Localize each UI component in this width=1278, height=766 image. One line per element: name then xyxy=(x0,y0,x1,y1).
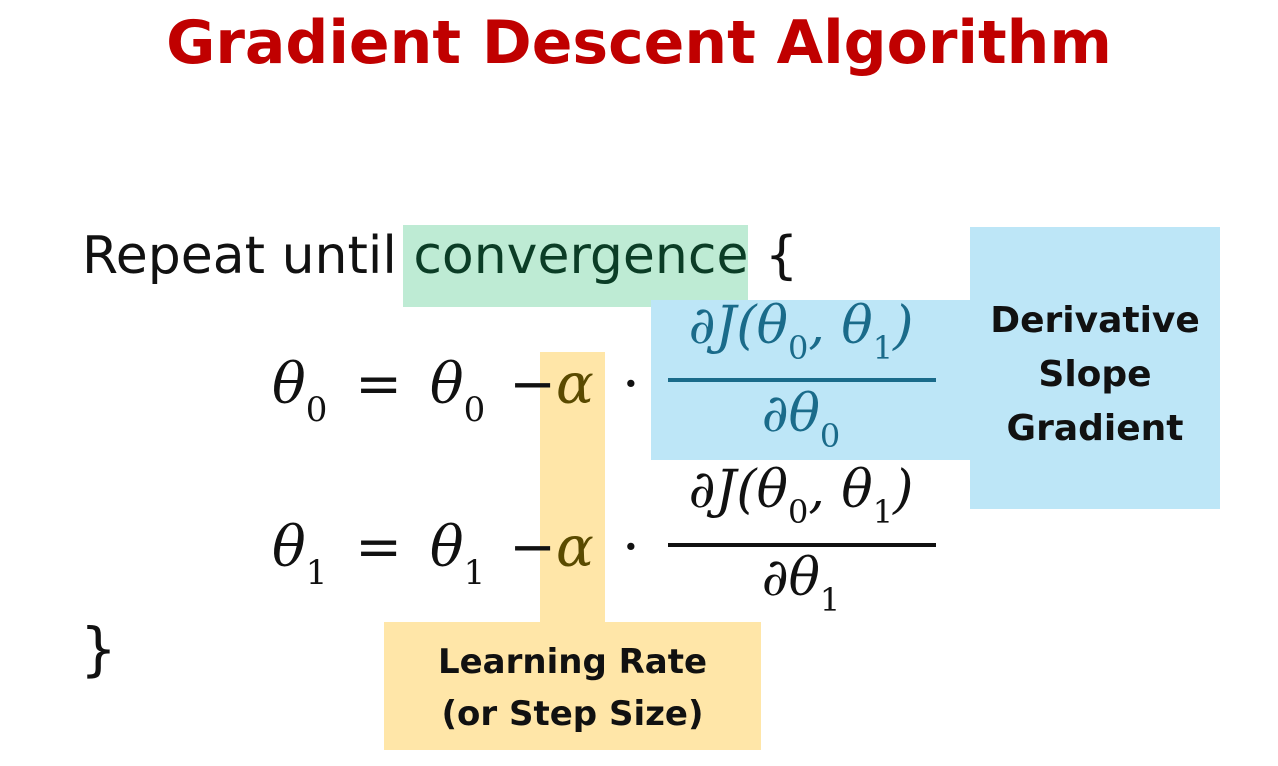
eq2-num-suffix: ) xyxy=(893,460,914,520)
eq1-num-mid: , θ xyxy=(808,296,873,356)
derivative-label xyxy=(970,294,1220,456)
eq2-fraction xyxy=(665,460,937,531)
eq1-lhs-sub: 0 xyxy=(305,390,328,430)
eq1-num-sub-b: 1 xyxy=(872,329,894,367)
repeat-line xyxy=(82,226,798,286)
eq2-lhs: θ xyxy=(272,515,306,580)
step-size-line: (or Step Size) xyxy=(441,694,704,734)
eq1-dot: · xyxy=(622,352,640,417)
slope-word: Slope xyxy=(1038,354,1152,395)
eq1-lhs: θ xyxy=(272,352,306,417)
eq2-num-mid: , θ xyxy=(808,460,873,520)
slide-title: Gradient Descent Algorithm xyxy=(166,8,1112,78)
eq1-den-sub: 0 xyxy=(819,417,841,455)
eq2-lhs-sub: 1 xyxy=(305,553,328,593)
convergence-word: convergence xyxy=(413,226,749,286)
eq2-numerator xyxy=(665,460,937,531)
eq2-minus: − xyxy=(509,515,556,580)
eq2-denominator-wrap xyxy=(665,548,937,619)
eq2-num-sub-b: 1 xyxy=(872,493,894,531)
eq1-rhs-var: θ xyxy=(429,352,464,417)
close-brace: } xyxy=(80,615,117,683)
eq2-num-sub-a: 0 xyxy=(787,493,809,531)
learning-rate-line: Learning Rate xyxy=(437,642,708,682)
eq1-denominator xyxy=(665,384,937,455)
learning-rate-label xyxy=(384,636,761,740)
equation-theta0 xyxy=(272,352,556,430)
derivative-word: Derivative xyxy=(990,300,1200,341)
eq2-den-sub: 1 xyxy=(819,581,841,619)
eq1-num-suffix: ) xyxy=(893,296,914,356)
eq1-minus: − xyxy=(509,352,556,417)
eq1-rhs-sub: 0 xyxy=(463,390,486,430)
eq2-rhs-sub: 1 xyxy=(463,553,486,593)
equation-theta1 xyxy=(272,515,556,593)
eq2-denominator xyxy=(665,548,937,619)
eq1-alpha: α xyxy=(556,352,594,417)
eq1-num-prefix: ∂J(θ xyxy=(688,296,788,356)
eq1-denominator-wrap xyxy=(665,384,937,455)
repeat-prefix: Repeat until xyxy=(82,226,397,286)
eq2-fraction-bar xyxy=(668,543,936,547)
eq2-alpha: α xyxy=(556,515,594,580)
eq2-dot: · xyxy=(622,515,640,580)
eq1-numerator xyxy=(665,296,937,367)
open-brace: { xyxy=(764,226,799,286)
eq1-fraction xyxy=(665,296,937,367)
eq2-equals: = xyxy=(355,515,403,580)
eq1-num-sub-a: 0 xyxy=(787,329,809,367)
eq1-fraction-bar xyxy=(668,378,936,382)
eq1-den-prefix: ∂θ xyxy=(761,384,820,444)
gradient-word: Gradient xyxy=(1006,408,1184,449)
eq1-equals: = xyxy=(355,352,403,417)
eq2-den-prefix: ∂θ xyxy=(761,548,820,608)
eq2-num-prefix: ∂J(θ xyxy=(688,460,788,520)
eq2-rhs-var: θ xyxy=(429,515,464,580)
